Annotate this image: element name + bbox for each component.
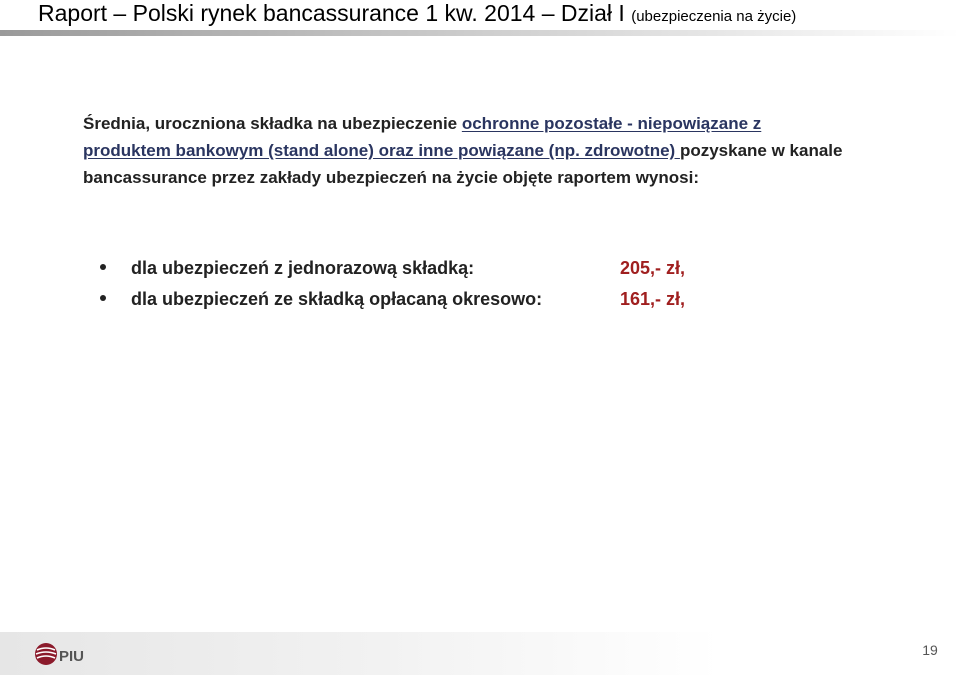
list-item-label: dla ubezpieczeń ze składką opłacaną okresowo: xyxy=(131,289,543,309)
para-text-2: pozyskane w kanale xyxy=(679,141,843,160)
title-underline xyxy=(0,30,960,36)
bullet-icon xyxy=(100,264,106,270)
bullet-icon xyxy=(100,295,106,301)
title-sub: (ubezpieczenia na życie) xyxy=(631,8,797,25)
page-number: 19 xyxy=(922,642,938,658)
para-highlight-2: produktem bankowym (stand alone) oraz inne powiązane (np. zdrowotne) xyxy=(83,141,680,160)
para-text-1: Średnia, uroczniona składka na ubezpieczenie xyxy=(83,114,462,133)
list-item-value: 205,- zł, xyxy=(620,258,686,278)
page-title xyxy=(38,0,796,30)
list-item-value: 161,- zł, xyxy=(620,289,686,309)
title-main: Raport – Polski rynek bancassurance 1 kw. 2014 – Dział I xyxy=(38,0,625,26)
para-highlight-1: ochronne pozostałe - niepowiązane z xyxy=(461,114,762,133)
intro-paragraph xyxy=(83,110,933,191)
para-text-3: bancassurance przez zakłady ubezpieczeń na życie objęte raportem wynosi: xyxy=(83,168,699,187)
piu-logo xyxy=(34,640,94,668)
list-item-label: dla ubezpieczeń z jednorazową składką: xyxy=(131,258,475,278)
footer-bar xyxy=(0,632,960,675)
logo-text: PIU xyxy=(59,648,85,665)
